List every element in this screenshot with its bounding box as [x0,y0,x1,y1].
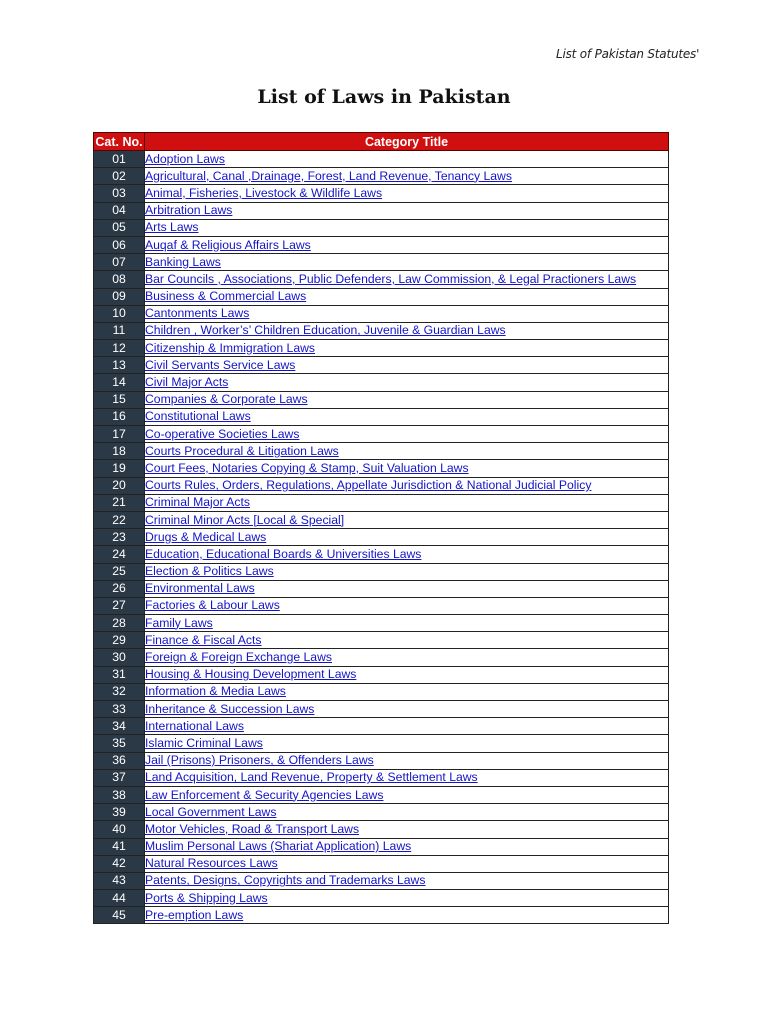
table-row [94,890,669,907]
category-title-cell [145,701,669,718]
table-row [94,580,669,597]
table-row [94,185,669,202]
category-title-cell [145,168,669,185]
category-link[interactable]: Inheritance & Succession Laws [145,701,315,716]
category-title-cell [145,322,669,339]
category-link[interactable]: Criminal Minor Acts [Local & Special] [145,512,345,527]
category-title-cell [145,288,669,305]
table-row [94,701,669,718]
category-link[interactable]: Co-operative Societies Laws [145,426,300,441]
category-link[interactable]: Election & Politics Laws [145,564,274,579]
category-title-cell [145,804,669,821]
category-link[interactable]: Law Enforcement & Security Agencies Laws [145,787,384,802]
table-row [94,735,669,752]
category-title-cell [145,821,669,838]
table-row [94,202,669,219]
category-number: 10 [94,305,145,322]
category-number: 16 [94,408,145,425]
category-number: 41 [94,838,145,855]
category-link[interactable]: Factories & Labour Laws [145,598,280,613]
category-number: 01 [94,151,145,168]
table-row [94,597,669,614]
table-row [94,494,669,511]
category-title-cell [145,426,669,443]
table-row [94,151,669,168]
category-title-cell [145,391,669,408]
category-title-cell [145,511,669,528]
category-number: 44 [94,890,145,907]
category-number: 18 [94,443,145,460]
category-title-cell [145,786,669,803]
table-row [94,769,669,786]
category-number: 25 [94,563,145,580]
table-row [94,219,669,236]
table-row [94,649,669,666]
category-number: 37 [94,769,145,786]
category-title-cell [145,666,669,683]
table-row [94,529,669,546]
category-title-cell [145,890,669,907]
category-number: 07 [94,254,145,271]
category-number: 22 [94,511,145,528]
category-number: 13 [94,357,145,374]
category-title-cell [145,305,669,322]
category-title-cell [145,340,669,357]
category-link[interactable]: Bar Councils , Associations, Public Defenders, Law Commission, & Legal Practioners Laws [145,271,637,286]
category-link[interactable]: Courts Procedural & Litigation Laws [145,443,339,458]
table-row [94,821,669,838]
category-number: 27 [94,597,145,614]
category-title-cell [145,649,669,666]
category-number: 32 [94,683,145,700]
page-title: List of Laws in Pakistan [257,86,511,108]
table-row [94,236,669,253]
table-row [94,683,669,700]
table-row [94,786,669,803]
category-title-cell [145,202,669,219]
category-link[interactable]: Information & Media Laws [145,684,286,699]
category-number: 19 [94,460,145,477]
category-title-cell [145,408,669,425]
category-link[interactable]: Banking Laws [145,254,221,269]
category-link[interactable]: Criminal Major Acts [145,495,250,510]
category-number: 08 [94,271,145,288]
category-link[interactable]: Constitutional Laws [145,409,251,424]
table-row [94,907,669,924]
category-number: 38 [94,786,145,803]
table-row [94,855,669,872]
category-link[interactable]: International Laws [145,718,244,733]
category-link[interactable]: Local Government Laws [145,804,277,819]
table-row [94,666,669,683]
table-row [94,718,669,735]
category-number: 12 [94,340,145,357]
category-link[interactable]: Courts Rules, Orders, Regulations, Appellate Jurisdiction & National Judicial Policy [145,478,592,493]
category-title-cell [145,632,669,649]
category-number: 02 [94,168,145,185]
category-number: 45 [94,907,145,924]
category-title-cell [145,236,669,253]
category-link[interactable]: Jail (Prisons) Prisoners, & Offenders Laws [145,753,374,768]
category-number: 23 [94,529,145,546]
category-number: 31 [94,666,145,683]
table-row [94,340,669,357]
table-row [94,271,669,288]
category-number: 20 [94,477,145,494]
category-number: 34 [94,718,145,735]
category-title-cell [145,580,669,597]
category-title-cell [145,374,669,391]
table-row [94,511,669,528]
category-number: 05 [94,219,145,236]
category-link[interactable]: Foreign & Foreign Exchange Laws [145,650,332,665]
laws-table [93,132,669,924]
category-link[interactable]: Patents, Designs, Copyrights and Trademarks Laws [145,873,426,888]
table-row [94,477,669,494]
category-number: 03 [94,185,145,202]
category-number: 14 [94,374,145,391]
category-title-cell [145,477,669,494]
category-number: 40 [94,821,145,838]
table-row [94,872,669,889]
category-link[interactable]: Civil Major Acts [145,375,229,390]
category-title-header: Category Title [145,133,669,151]
category-title-cell [145,597,669,614]
category-number: 36 [94,752,145,769]
table-row [94,408,669,425]
category-number: 39 [94,804,145,821]
category-title-cell [145,494,669,511]
category-link[interactable]: Ports & Shipping Laws [145,890,268,905]
table-row [94,563,669,580]
category-number: 28 [94,615,145,632]
category-link[interactable]: Arts Laws [145,220,199,235]
category-title-cell [145,460,669,477]
category-number: 09 [94,288,145,305]
category-link[interactable]: Animal, Fisheries, Livestock & Wildlife Laws [145,185,383,200]
table-row [94,804,669,821]
category-number: 33 [94,701,145,718]
category-title-cell [145,443,669,460]
category-link[interactable]: Islamic Criminal Laws [145,735,263,750]
category-link[interactable]: Citizenship & Immigration Laws [145,340,316,355]
table-row [94,288,669,305]
category-title-cell [145,838,669,855]
table-row [94,254,669,271]
category-number: 30 [94,649,145,666]
category-title-cell [145,735,669,752]
table-header-row [94,133,669,151]
category-title-cell [145,907,669,924]
category-link[interactable]: Land Acquisition, Land Revenue, Property & Settlement Laws [145,770,478,785]
category-link[interactable]: Motor Vehicles, Road & Transport Laws [145,821,360,836]
category-number: 35 [94,735,145,752]
category-number: 42 [94,855,145,872]
category-title-cell [145,254,669,271]
table-row [94,305,669,322]
category-title-cell [145,151,669,168]
category-number: 26 [94,580,145,597]
category-title-cell [145,855,669,872]
category-number: 04 [94,202,145,219]
table-row [94,615,669,632]
category-link[interactable]: Auqaf & Religious Affairs Laws [145,237,311,252]
category-link[interactable]: Cantonments Laws [145,306,250,321]
category-link[interactable]: Muslim Personal Laws (Shariat Application) Laws [145,839,412,854]
table-row [94,838,669,855]
category-title-cell [145,529,669,546]
table-row [94,391,669,408]
category-link[interactable]: Pre-emption Laws [145,907,244,922]
category-title-cell [145,546,669,563]
category-number: 24 [94,546,145,563]
category-number: 43 [94,872,145,889]
category-link[interactable]: Adoption Laws [145,151,225,166]
category-title-cell [145,271,669,288]
table-row [94,752,669,769]
table-row [94,460,669,477]
table-row [94,426,669,443]
table-row [94,374,669,391]
category-number: 17 [94,426,145,443]
category-link[interactable]: Natural Resources Laws [145,856,278,871]
cat-no-header: Cat. No. [95,134,143,149]
category-link[interactable]: Family Laws [145,615,213,630]
table-row [94,443,669,460]
category-number: 06 [94,236,145,253]
category-number: 21 [94,494,145,511]
category-title-cell [145,718,669,735]
category-link[interactable]: Arbitration Laws [145,203,233,218]
category-link[interactable]: Companies & Corporate Laws [145,392,308,407]
running-header: List of Pakistan Statutes' [556,47,700,61]
table-row [94,357,669,374]
category-link[interactable]: Children , Worker’s’ Children Education, Juvenile & Guardian Laws [145,323,506,338]
category-title-cell [145,185,669,202]
category-link[interactable]: Court Fees, Notaries Copying & Stamp, Suit Valuation Laws [145,460,469,475]
category-link[interactable]: Environmental Laws [145,581,255,596]
table-row [94,322,669,339]
category-link[interactable]: Housing & Housing Development Laws [145,667,357,682]
category-link[interactable]: Drugs & Medical Laws [145,529,267,544]
category-link[interactable]: Finance & Fiscal Acts [145,632,262,647]
table-row [94,546,669,563]
table-row [94,632,669,649]
category-title-cell [145,683,669,700]
category-number: 11 [94,322,145,339]
category-title-cell [145,357,669,374]
category-link[interactable]: Business & Commercial Laws [145,289,307,304]
category-title-cell [145,752,669,769]
category-number: 15 [94,391,145,408]
table-row [94,168,669,185]
table-body [94,151,669,924]
category-title-cell [145,219,669,236]
category-link[interactable]: Agricultural, Canal ,Drainage, Forest, Land Revenue, Tenancy Laws [145,168,512,183]
category-link[interactable]: Civil Servants Service Laws [145,357,296,372]
category-title-cell [145,615,669,632]
category-title-cell [145,769,669,786]
category-title-cell [145,872,669,889]
category-link[interactable]: Education, Educational Boards & Universities Laws [145,546,422,561]
category-number: 29 [94,632,145,649]
category-title-cell [145,563,669,580]
